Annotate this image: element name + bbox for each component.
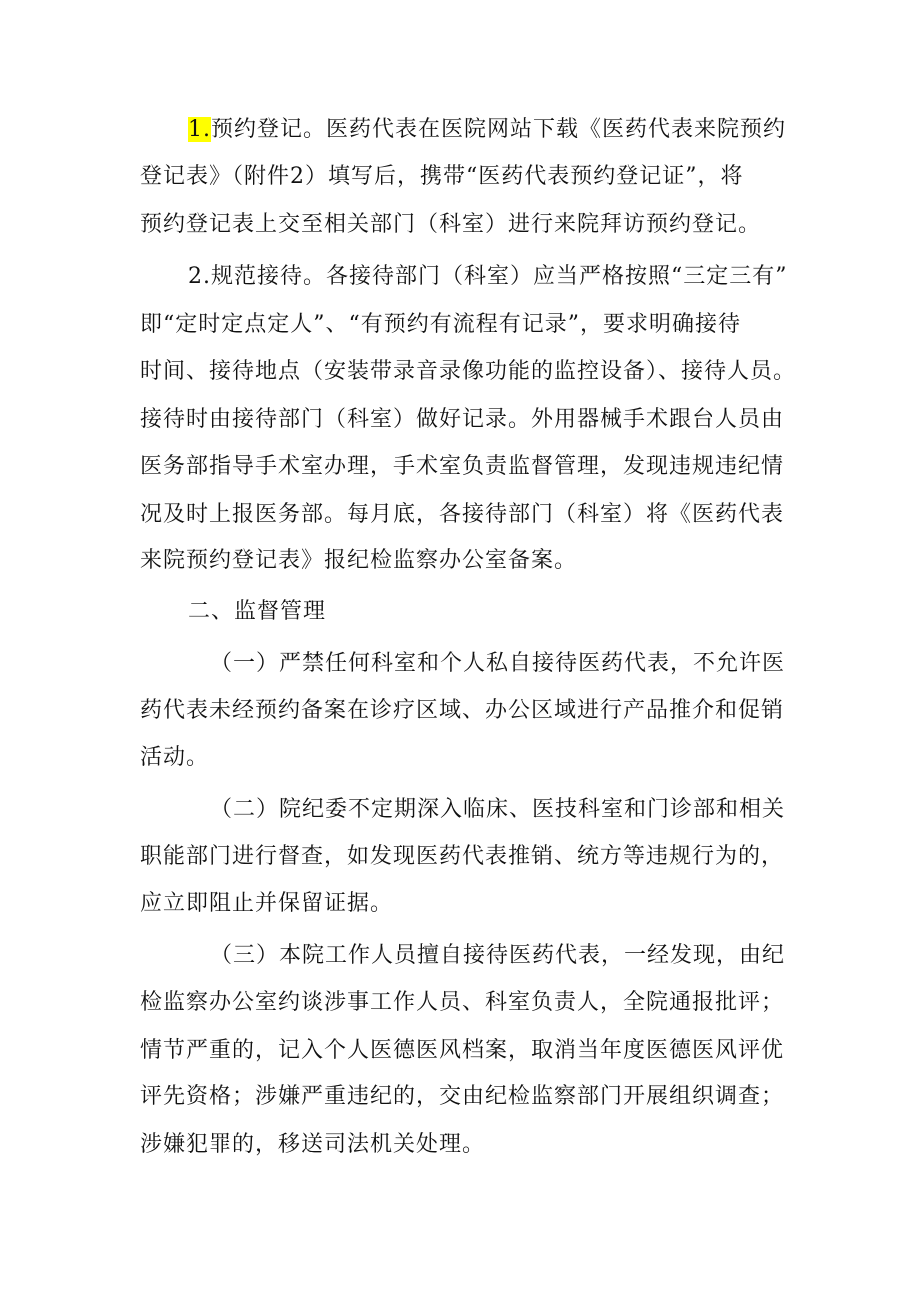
paragraph-1-line-1-text: 预约登记。医药代表在医院网站下载《医药代表来院预约	[211, 117, 787, 142]
subsection-1-line-1: （一）严禁任何科室和个人私自接待医药代表，不允许医	[210, 651, 786, 676]
subsection-2-line-1: （二）院纪委不定期深入临床、医技科室和门诊部和相关	[210, 797, 786, 822]
subsection-3-line-4: 评先资格；涉嫌严重违纪的，交由纪检监察部门开展组织调查；	[140, 1084, 785, 1109]
paragraph-1-line-2: 登记表》（附件2）填写后，携带“医药代表预约登记证”，将	[140, 164, 744, 189]
subsection-1-line-3: 活动。	[140, 745, 210, 770]
item-number-highlight: 1.	[188, 117, 211, 142]
subsection-3-line-2: 检监察办公室约谈涉事工作人员、科室负责人，全院通报批评；	[140, 990, 785, 1015]
paragraph-1-line-1	[188, 115, 786, 145]
paragraph-2-line-5: 医务部指导手术室办理，手术室负责监督管理，发现违规违纪情	[140, 454, 785, 479]
subsection-2-line-3: 应立即阻止并保留证据。	[140, 891, 394, 916]
subsection-3-line-3: 情节严重的，记入个人医德医风档案，取消当年度医德医风评优	[140, 1038, 785, 1063]
paragraph-2-line-4: 接待时由接待部门（科室）做好记录。外用器械手术跟台人员由	[140, 407, 785, 432]
paragraph-1-line-3: 预约登记表上交至相关部门（科室）进行来院拜访预约登记。	[140, 212, 762, 237]
subsection-3-line-1: （三）本院工作人员擅自接待医药代表，一经发现，由纪	[210, 943, 786, 968]
section-heading: 二、监督管理	[188, 599, 327, 624]
subsection-3-line-5: 涉嫌犯罪的，移送司法机关处理。	[140, 1132, 486, 1157]
paragraph-2-line-6: 况及时上报医务部。每月底，各接待部门（科室）将《医药代表	[140, 502, 785, 527]
subsection-2-line-2: 职能部门进行督查，如发现医药代表推销、统方等违规行为的，	[140, 844, 785, 869]
paragraph-2-line-2: 即“定时定点定人”、“有预约有流程有记录”，要求明确接待	[140, 312, 741, 337]
paragraph-2-line-3: 时间、接待地点（安装带录音录像功能的监控设备）、接待人员。	[140, 359, 797, 384]
paragraph-2-line-1: 2.规范接待。各接待部门（科室）应当严格按照“三定三有”	[188, 264, 788, 289]
subsection-1-line-2: 药代表未经预约备案在诊疗区域、办公区域进行产品推介和促销	[140, 698, 785, 723]
paragraph-2-line-7: 来院预约登记表》报纪检监察办公室备案。	[140, 548, 578, 573]
